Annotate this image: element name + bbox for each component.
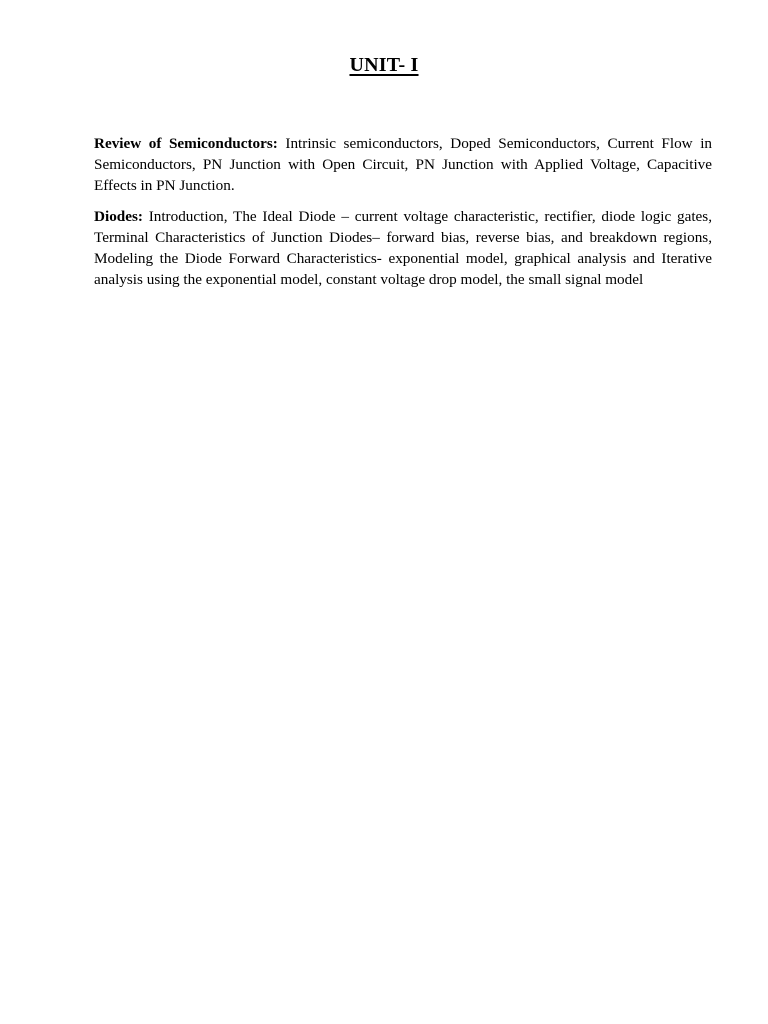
section-diodes — [94, 206, 712, 290]
section-heading: Review of Semiconductors: — [94, 135, 278, 152]
page-title: UNIT- I — [349, 54, 419, 76]
syllabus-content — [94, 133, 712, 300]
section-body: Intrinsic semiconductors, Doped Semiconductors, Current Flow in Semiconductors, PN Junction with Open Circuit, PN Junction with Applied Voltage, Capacitive Effects in PN Junction. — [94, 135, 713, 194]
section-review-of-semiconductors — [94, 133, 712, 196]
section-heading: Diodes: — [94, 208, 143, 225]
section-body: Introduction, The Ideal Diode – current voltage characteristic, rectifier, diode logic gates, Terminal Characteristics of Junction Diodes– forward bias, reverse bias, and breakdown regions, Modeling the Diode Forward Characteristics- exponential model, graphical analysis and Iterative analysis using the exponential model, constant voltage drop model, the small signal model — [94, 208, 712, 288]
